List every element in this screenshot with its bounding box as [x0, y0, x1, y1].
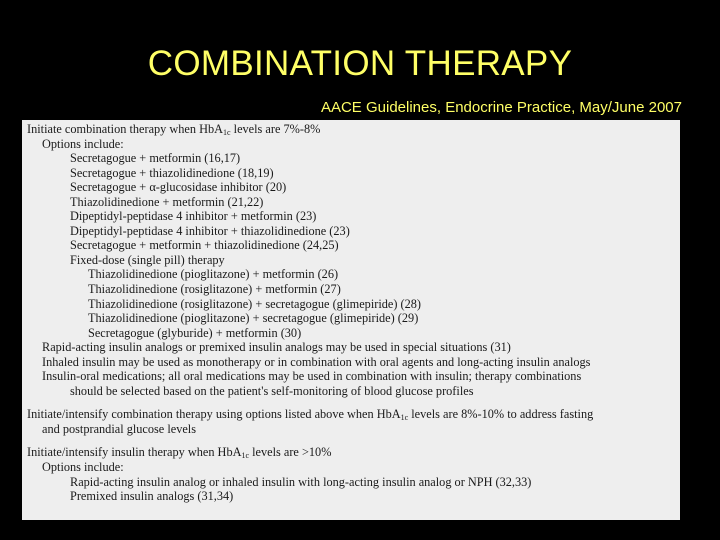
fixed-dose-item: Thiazolidinedione (pioglitazone) + metformin (26): [88, 267, 339, 282]
insulin-option-item: Rapid-acting insulin analog or inhaled insulin with long-acting insulin analog or NPH (32,33): [70, 474, 532, 489]
section1-heading: Initiate combination therapy when HbA$_{1c}$ levels are 7%-8%: [27, 122, 321, 137]
fixed-dose-item: Thiazolidinedione (rosiglitazone) + metformin (27): [88, 282, 341, 297]
guidelines-table: [22, 120, 680, 520]
option-item: Dipeptidyl-peptidase 4 inhibitor + thiazolidinedione (23): [70, 223, 350, 238]
section2-text-line2: and postprandial glucose levels: [42, 421, 197, 436]
option-item: Secretagogue + α-glucosidase inhibitor (20): [70, 180, 287, 195]
fixed-dose-item: Thiazolidinedione (rosiglitazone) + secretagogue (glimepiride) (28): [88, 296, 422, 311]
option-item: Thiazolidinedione + metformin (21,22): [70, 194, 264, 209]
slide-title: COMBINATION THERAPY: [147, 44, 573, 83]
note-item: should be selected based on the patient's self-monitoring of blood glucose profiles: [70, 383, 474, 398]
slide-subtitle: AACE Guidelines, Endocrine Practice, May/June 2007: [320, 99, 682, 116]
option-item: Dipeptidyl-peptidase 4 inhibitor + metformin (23): [70, 209, 317, 224]
section3-options-label: Options include:: [42, 460, 124, 475]
option-item: Secretagogue + metformin + thiazolidinedione (24,25): [70, 238, 339, 253]
option-item: Secretagogue + metformin (16,17): [70, 151, 241, 166]
section2-text: Initiate/intensify combination therapy using options listed above when HbA$_{1c}$ levels are 8%-10% to address fasting: [27, 407, 594, 423]
insulin-option-item: Premixed insulin analogs (31,34): [70, 489, 234, 504]
note-item: Inhaled insulin may be used as monotherapy or in combination with oral agents and long-acting insulin analogs: [42, 354, 591, 369]
option-item: Fixed-dose (single pill) therapy: [70, 252, 225, 267]
note-item: Insulin-oral medications; all oral medications may be used in combination with insulin; therapy combinations: [42, 369, 582, 384]
fixed-dose-item: Thiazolidinedione (pioglitazone) + secretagogue (glimepiride) (29): [88, 311, 419, 326]
fixed-dose-item: Secretagogue (glyburide) + metformin (30): [88, 325, 302, 340]
note-item: Rapid-acting insulin analogs or premixed insulin analogs may be used in special situations (31): [42, 340, 511, 355]
option-item: Secretagogue + thiazolidinedione (18,19): [70, 165, 274, 180]
section3-heading: Initiate/intensify insulin therapy when HbA$_{1c}$ levels are >10%: [27, 445, 332, 461]
section1-options-label: Options include:: [42, 136, 124, 151]
